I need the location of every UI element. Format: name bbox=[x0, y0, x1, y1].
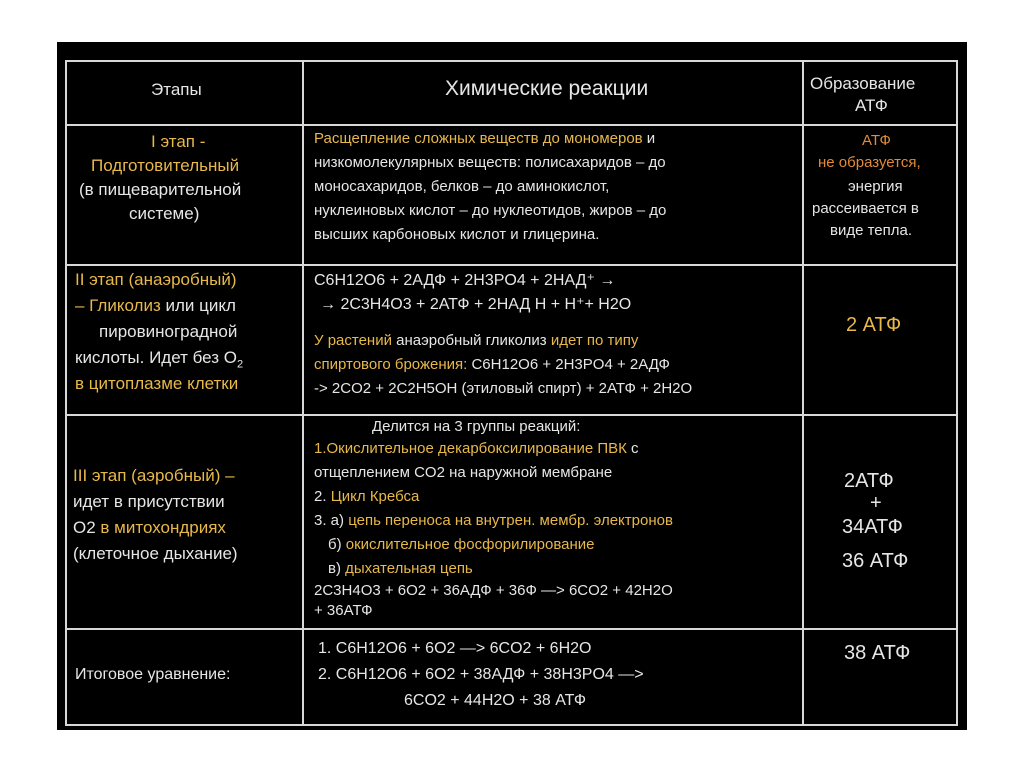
row2-equation: -> 2CO2 + 2C2H5OH (этиловый спирт) + 2АТФ + 2H2O bbox=[314, 380, 693, 397]
col-divider bbox=[956, 60, 958, 726]
row2-reactions bbox=[304, 266, 802, 414]
row3-item: с bbox=[626, 440, 639, 457]
table-border-top bbox=[65, 60, 958, 62]
row1-stage-line: системе) bbox=[129, 204, 200, 223]
row3-stage-line: III этап (аэробный) – bbox=[73, 466, 235, 485]
row4-stage-label: Итоговое уравнение: bbox=[75, 666, 231, 683]
row3-item: 1.Окислительное декарбоксилирование ПВК bbox=[314, 440, 627, 457]
row1-stage-line: Подготовительный bbox=[91, 156, 240, 175]
row3-item: окислительное фосфорилирование bbox=[345, 536, 595, 553]
row3-equation: 2C3H4O3 + 6O2 + 36АДФ + 36Ф —> 6CO2 + 42H2O bbox=[314, 582, 673, 599]
row3-atp-plus: + bbox=[870, 492, 882, 514]
row1-reaction-text: низкомолекулярных веществ: полисахаридов – до bbox=[314, 154, 666, 171]
header-atp-line1: Образование bbox=[810, 74, 916, 93]
row3-item: в) bbox=[328, 560, 346, 577]
row2-equation: C6H12O6 + 2АДФ + 2H3PO4 + 2НАД⁺ → bbox=[314, 272, 616, 289]
row2-stage-line: в цитоплазме клетки bbox=[75, 374, 239, 393]
row1-reaction-text: моносахаридов, белков – до аминокислот, bbox=[314, 178, 610, 195]
row2-text: C6H12O6 + 2H3PO4 + 2АДФ bbox=[467, 356, 670, 373]
row2-text: У растений bbox=[314, 332, 397, 349]
row1-reaction-text: и bbox=[642, 130, 656, 147]
row3-stage bbox=[67, 416, 302, 628]
row4-atp-value: 38 АТФ bbox=[844, 642, 911, 664]
row1-atp-line: рассеивается в bbox=[812, 200, 919, 217]
row2-stage bbox=[67, 266, 302, 414]
row3-reactions bbox=[304, 416, 802, 628]
row2-stage-text: – Гликолиз bbox=[75, 296, 161, 315]
row1-stage-line: (в пищеварительной bbox=[79, 180, 242, 199]
row2-atp-value: 2 АТФ bbox=[846, 314, 902, 336]
row4-stage bbox=[67, 630, 302, 724]
row2-text: идет по типу bbox=[550, 332, 639, 349]
row3-item: отщеплением CO2 на наружной мембране bbox=[314, 464, 613, 481]
row1-stage bbox=[67, 126, 302, 264]
row3-atp bbox=[804, 416, 956, 628]
slide bbox=[57, 42, 967, 730]
row1-atp-line: виде тепла. bbox=[830, 222, 913, 239]
row3-equation: + 36АТФ bbox=[314, 602, 373, 619]
row4-equation: 6CO2 + 44H2O + 38 АТФ bbox=[404, 692, 587, 709]
row3-item: 3. а) bbox=[314, 512, 349, 529]
row2-stage-text: кислоты. Идет без O bbox=[75, 348, 237, 367]
row1-atp-line: энергия bbox=[848, 178, 903, 195]
row3-atp-value: 2АТФ bbox=[844, 470, 894, 492]
row3-atp-value: 34АТФ bbox=[842, 516, 903, 538]
row2-stage-line: пировиноградной bbox=[99, 322, 238, 341]
row2-atp bbox=[804, 266, 956, 414]
row1-stage-line: I этап - bbox=[151, 132, 206, 151]
row2-stage-text: или цикл bbox=[160, 296, 236, 315]
row3-atp-value: 36 АТФ bbox=[842, 550, 909, 572]
row3-item: 2. bbox=[314, 488, 331, 505]
row3-stage-text: в митохондриях bbox=[100, 518, 226, 537]
row2-text: анаэробный гликолиз bbox=[396, 332, 551, 349]
row3-item: дыхательная цепь bbox=[345, 560, 473, 577]
row4-equation: 1. C6H12O6 + 6O2 —> 6CO2 + 6H2O bbox=[318, 640, 592, 657]
row3-stage-line: идет в присутствии bbox=[73, 492, 225, 511]
row1-atp bbox=[804, 126, 956, 264]
row2-stage-sub: 2 bbox=[236, 358, 244, 371]
header-reactions: Химические реакции bbox=[445, 77, 649, 100]
row3-stage-line: (клеточное дыхание) bbox=[73, 544, 238, 563]
row2-stage-line: II этап (анаэробный) bbox=[75, 270, 237, 289]
row3-title: Делится на 3 группы реакций: bbox=[372, 418, 581, 435]
row1-reaction-text: нуклеиновых кислот – до нуклеотидов, жиров – до bbox=[314, 202, 667, 219]
row1-atp-line: не образуется, bbox=[818, 154, 921, 171]
header-stages: Этапы bbox=[151, 80, 202, 99]
table-border-bottom bbox=[65, 724, 958, 726]
row3-item: цепь переноса на внутрен. мембр. электронов bbox=[348, 512, 673, 529]
row4-reactions bbox=[304, 630, 802, 724]
row3-item: б) bbox=[328, 536, 346, 553]
atp-table bbox=[65, 60, 958, 726]
row4-equation: 2. C6H12O6 + 6O2 + 38АДФ + 38H3PO4 —> bbox=[318, 666, 644, 683]
row3-stage-text: O2 bbox=[73, 518, 101, 537]
header-atp-line2: АТФ bbox=[855, 96, 888, 115]
row4-atp bbox=[804, 630, 956, 724]
row1-reaction-text: высших карбоновых кислот и глицерина. bbox=[314, 226, 600, 243]
row3-item: Цикл Кребса bbox=[330, 488, 420, 505]
row1-reaction-text: Расщепление сложных веществ до мономеров bbox=[314, 130, 643, 147]
row2-equation: → 2C3H4O3 + 2АТФ + 2НАД H + H⁺+ H2O bbox=[320, 296, 632, 313]
row2-text: спиртового брожения: bbox=[314, 356, 468, 373]
row1-atp-line: АТФ bbox=[862, 132, 891, 149]
row1-reactions bbox=[304, 126, 802, 264]
